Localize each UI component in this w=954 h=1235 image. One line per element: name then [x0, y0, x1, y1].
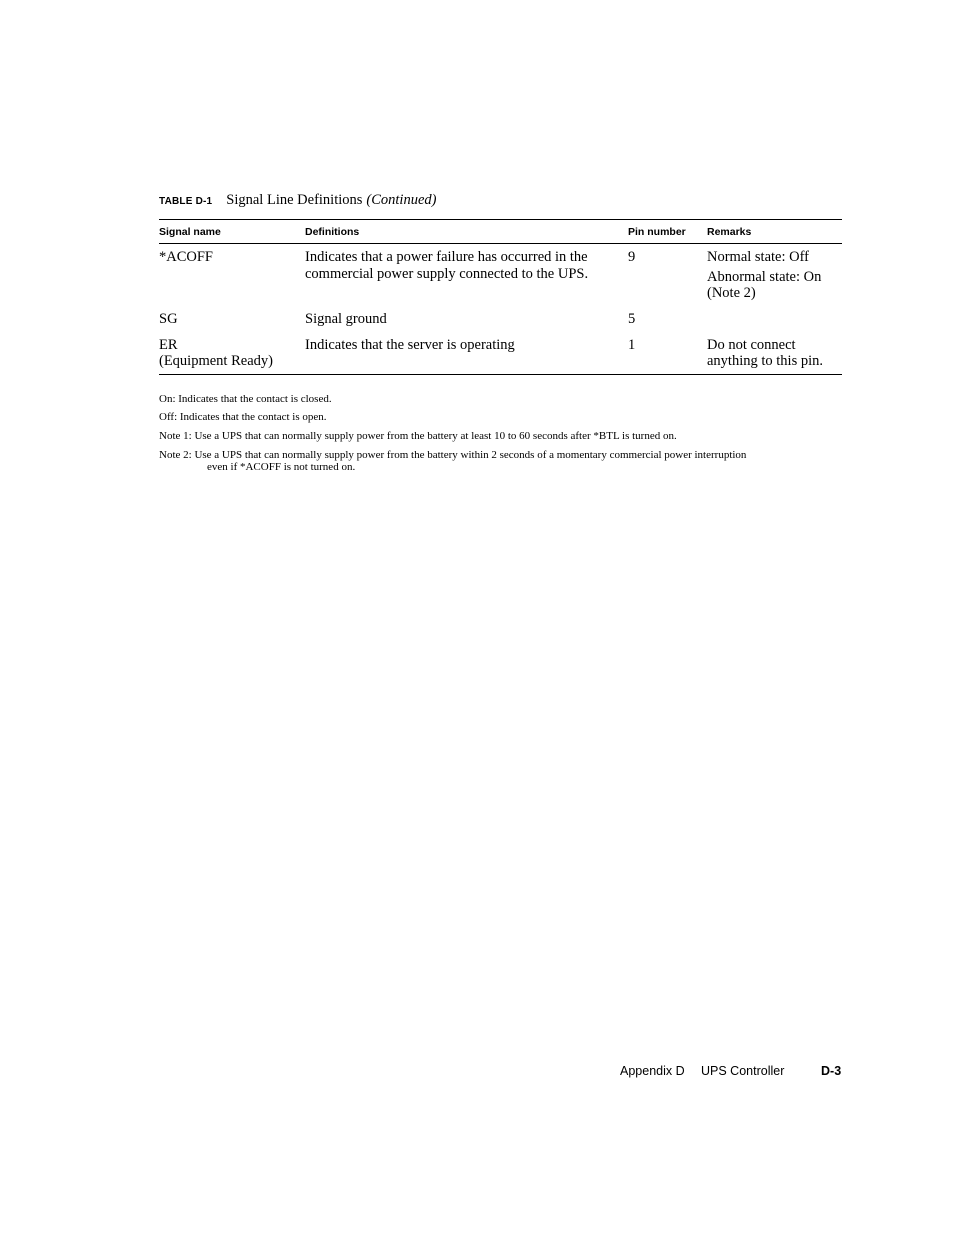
- pin-number-cell: 5: [628, 311, 636, 327]
- remarks-cell-line: Normal state: Off: [707, 249, 810, 265]
- page-number: D-3: [821, 1064, 842, 1078]
- signal-name-cell: (Equipment Ready): [159, 353, 273, 369]
- table-number: TABLE D-1: [159, 196, 213, 207]
- definition-cell-line: Indicates that a power failure has occurred in the: [305, 249, 588, 265]
- definition-cell-line: commercial power supply connected to the UPS.: [305, 266, 589, 282]
- column-header-pin-number: Pin number: [628, 226, 686, 238]
- definition-cell-line: Indicates that the server is operating: [305, 337, 515, 353]
- footer-chapter: UPS Controller: [701, 1064, 785, 1078]
- remarks-cell-line: Abnormal state: On: [707, 269, 822, 285]
- signal-name-cell: SG: [159, 311, 178, 327]
- table-top-rule: [159, 219, 842, 220]
- column-header-remarks: Remarks: [707, 226, 752, 238]
- definition-cell-line: Signal ground: [305, 311, 387, 327]
- table-bottom-rule: [159, 374, 842, 375]
- note-on: On: Indicates that the contact is closed.: [159, 393, 332, 405]
- pin-number-cell: 9: [628, 249, 636, 265]
- note-2-continuation: even if *ACOFF is not turned on.: [207, 461, 356, 473]
- remarks-cell-line: (Note 2): [707, 285, 756, 301]
- note-off: Off: Indicates that the contact is open.: [159, 411, 327, 423]
- table-caption: [159, 191, 436, 209]
- note-1: Note 1: Use a UPS that can normally supply power from the battery at least 10 to 60 seconds after *BTL is turned on.: [159, 430, 677, 442]
- pin-number-cell: 1: [628, 337, 636, 353]
- column-header-definitions: Definitions: [305, 226, 360, 238]
- column-header-signal-name: Signal name: [159, 226, 221, 238]
- signal-name-cell: *ACOFF: [159, 249, 213, 265]
- table-header-rule: [159, 243, 842, 244]
- table-continued: (Continued): [366, 192, 437, 208]
- signal-name-cell: ER: [159, 337, 178, 353]
- table-title: Signal Line Definitions: [226, 192, 363, 208]
- remarks-cell-line: anything to this pin.: [707, 353, 823, 369]
- note-2: Note 2: Use a UPS that can normally supply power from the battery within 2 seconds of a momentary commercial power interruption: [159, 449, 747, 461]
- remarks-cell-line: Do not connect: [707, 337, 796, 353]
- footer-appendix: Appendix D: [620, 1064, 685, 1078]
